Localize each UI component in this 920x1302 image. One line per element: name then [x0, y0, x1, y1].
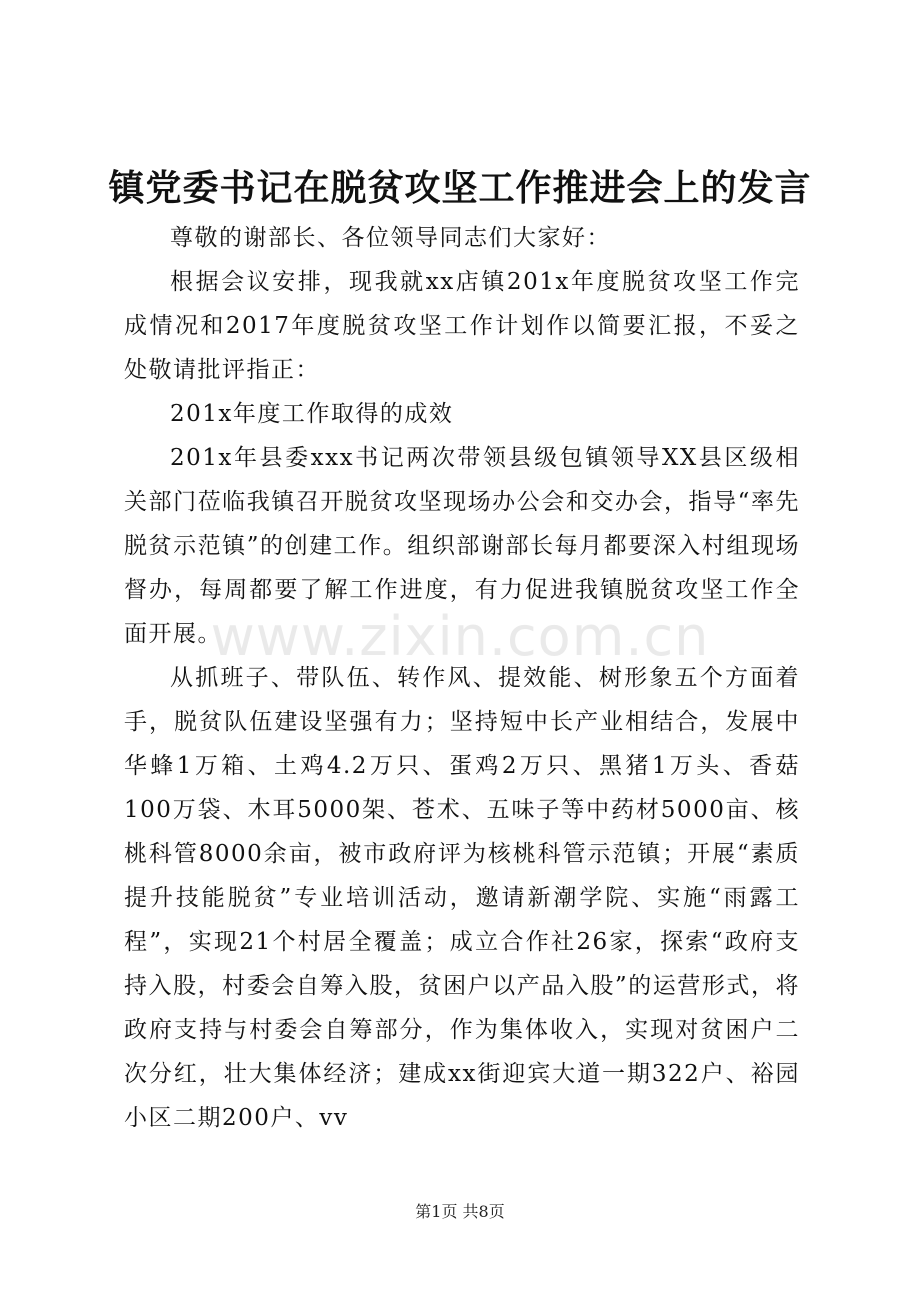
greeting-paragraph: 尊敬的谢部长、各位领导同志们大家好： [170, 225, 611, 251]
intro-paragraph: 根据会议安排，现我就xx店镇201x年度脱贫攻坚工作完成情况和2017年度脱贫攻坚工作计划作以简要汇报，不妥之处敬请批评指正： [124, 269, 800, 383]
document-title: 镇党委书记在脱贫攻坚工作推进会上的发言 [108, 168, 812, 209]
watermark-text: www.zixin.com.cn [210, 605, 710, 668]
page-footer: 第1页 共8页 [415, 1202, 505, 1221]
achievement-paragraph-1: 201x年县委xxx书记两次带领县级包镇领导XX县区级相关部门莅临我镇召开脱贫攻坚现场办公会和交办会，指导“率先脱贫示范镇”的创建工作。组织部谢部长每月都要深入村组现场督办，每周都要了解工作进度，有力促进我镇脱贫攻坚工作全面开展。 [124, 445, 800, 647]
achievement-paragraph-2: 从抓班子、带队伍、转作风、提效能、树形象五个方面着手，脱贫队伍建设坚强有力；坚持短中长产业相结合，发展中华蜂1万箱、土鸡4.2万只、蛋鸡2万只、黑猪1万头、香菇100万袋、木耳5000架、苍术、五味子等中药材5000亩、核桃科管8000余亩，被市政府评为核桃科管示范镇；开展“素质提升技能脱贫”专业培训活动，邀请新潮学院、实施“雨露工程”，实现21个村居全覆盖；成立合作社26家，探索“政府支持入股，村委会自筹入股，贫困户以产品入股”的运营形式，将政府支持与村委会自筹部分，作为集体收入，实现对贫困户二次分红，壮大集体经济；建成xx街迎宾大道一期322户、裕园小区二期200户、vv [124, 665, 800, 1131]
section-heading: 201x年度工作取得的成效 [170, 401, 454, 427]
document-body [124, 216, 800, 1140]
